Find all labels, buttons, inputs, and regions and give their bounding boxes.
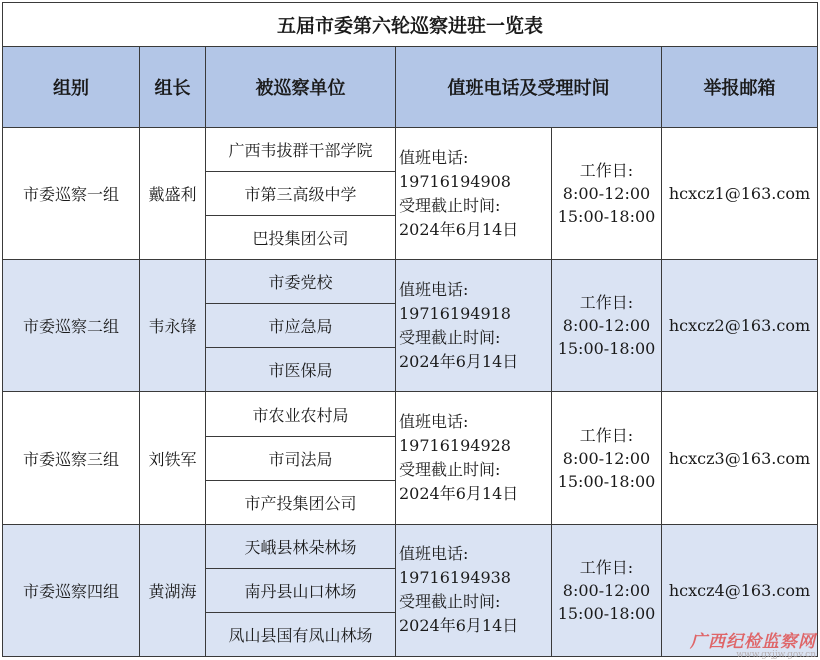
hours-am: 8:00-12:00: [562, 580, 651, 600]
header-duty: 值班电话及受理时间: [396, 47, 662, 128]
table-row: [3, 260, 818, 304]
header-group: 组别: [3, 47, 140, 128]
deadline-date: 2024年6月14日: [399, 219, 519, 239]
site-watermark: [690, 627, 816, 660]
phone-label: 值班电话:: [399, 544, 469, 564]
hours-label: 工作日:: [579, 161, 634, 181]
group-leader: 黄湖海: [140, 524, 206, 656]
duty-phone-cell: [396, 260, 552, 392]
report-email: hcxcz3@163.com: [662, 392, 818, 524]
phone-number: 19716194938: [399, 568, 511, 588]
header-row: [3, 47, 818, 128]
inspected-unit: 广西韦拔群干部学院: [206, 128, 396, 172]
watermark-name: 广西纪检监察网: [690, 632, 816, 652]
phone-number: 19716194908: [399, 171, 511, 191]
duty-phone-cell: [396, 128, 552, 260]
phone-label: 值班电话:: [399, 412, 469, 432]
deadline-date: 2024年6月14日: [399, 484, 519, 504]
table-row: [3, 128, 818, 172]
duty-phone-cell: [396, 524, 552, 656]
group-leader: 戴盛利: [140, 128, 206, 260]
inspection-table: [2, 2, 818, 657]
report-email: hcxcz2@163.com: [662, 260, 818, 392]
inspected-unit: 市应急局: [206, 304, 396, 348]
group-name: 市委巡察二组: [3, 260, 140, 392]
hours-am: 8:00-12:00: [562, 316, 651, 336]
inspected-unit: 市医保局: [206, 348, 396, 392]
report-email: hcxcz4@163.com: [662, 524, 818, 656]
deadline-label: 受理截止时间:: [399, 327, 501, 347]
hours-am: 8:00-12:00: [562, 184, 651, 204]
inspected-unit: 市农业农村局: [206, 392, 396, 436]
hours-am: 8:00-12:00: [562, 448, 651, 468]
work-hours-cell: [552, 260, 662, 392]
phone-label: 值班电话:: [399, 279, 469, 299]
table-row: [3, 524, 818, 568]
report-email: hcxcz1@163.com: [662, 128, 818, 260]
watermark-url: www.gxjjw.gov.cn: [736, 650, 816, 660]
deadline-label: 受理截止时间:: [399, 195, 501, 215]
duty-phone-cell: [396, 392, 552, 524]
work-hours-cell: [552, 128, 662, 260]
inspected-unit: 巴投集团公司: [206, 216, 396, 260]
group-leader: 韦永锋: [140, 260, 206, 392]
group-name: 市委巡察三组: [3, 392, 140, 524]
inspected-unit: 天峨县林朵林场: [206, 524, 396, 568]
group-name: 市委巡察四组: [3, 524, 140, 656]
deadline-label: 受理截止时间:: [399, 460, 501, 480]
inspected-unit: 市第三高级中学: [206, 172, 396, 216]
header-email: 举报邮箱: [662, 47, 818, 128]
header-units: 被巡察单位: [206, 47, 396, 128]
phone-label: 值班电话:: [399, 147, 469, 167]
deadline-date: 2024年6月14日: [399, 351, 519, 371]
group-name: 市委巡察一组: [3, 128, 140, 260]
table-row: [3, 392, 818, 436]
table-title: 五届市委第六轮巡察进驻一览表: [3, 3, 818, 47]
inspected-unit: 凤山县国有凤山林场: [206, 612, 396, 656]
inspected-unit: 南丹县山口林场: [206, 568, 396, 612]
inspected-unit: 市委党校: [206, 260, 396, 304]
deadline-label: 受理截止时间:: [399, 592, 501, 612]
hours-pm: 15:00-18:00: [557, 339, 656, 359]
hours-label: 工作日:: [579, 557, 634, 577]
hours-pm: 15:00-18:00: [557, 471, 656, 491]
hours-pm: 15:00-18:00: [557, 603, 656, 623]
inspected-unit: 市司法局: [206, 436, 396, 480]
hours-label: 工作日:: [579, 425, 634, 445]
phone-number: 19716194928: [399, 436, 511, 456]
inspected-unit: 市产投集团公司: [206, 480, 396, 524]
header-leader: 组长: [140, 47, 206, 128]
phone-number: 19716194918: [399, 303, 511, 323]
work-hours-cell: [552, 524, 662, 656]
work-hours-cell: [552, 392, 662, 524]
deadline-date: 2024年6月14日: [399, 616, 519, 636]
group-leader: 刘铁军: [140, 392, 206, 524]
hours-pm: 15:00-18:00: [557, 207, 656, 227]
hours-label: 工作日:: [579, 293, 634, 313]
